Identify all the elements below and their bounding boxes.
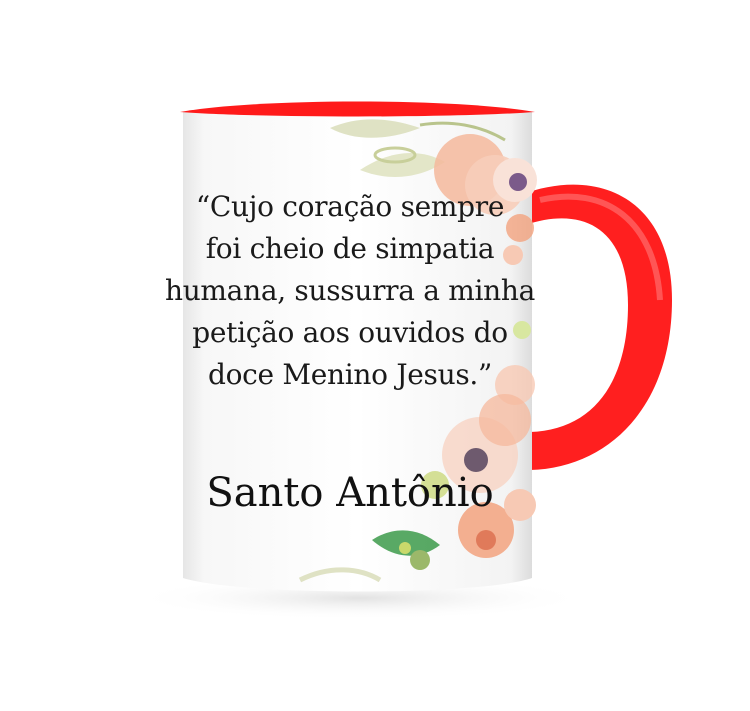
quote-line: humana, sussurra a minha [164, 274, 536, 307]
quote-author: Santo Antônio [206, 470, 494, 516]
quote-line: “Cujo coração sempre [195, 190, 505, 223]
mug-rim [180, 102, 535, 117]
quote-text [150, 186, 550, 396]
quote-line: doce Menino Jesus.” [207, 358, 493, 391]
quote-line: foi cheio de simpatia [205, 232, 495, 265]
quote-line: petição aos ouvidos do [192, 316, 508, 349]
